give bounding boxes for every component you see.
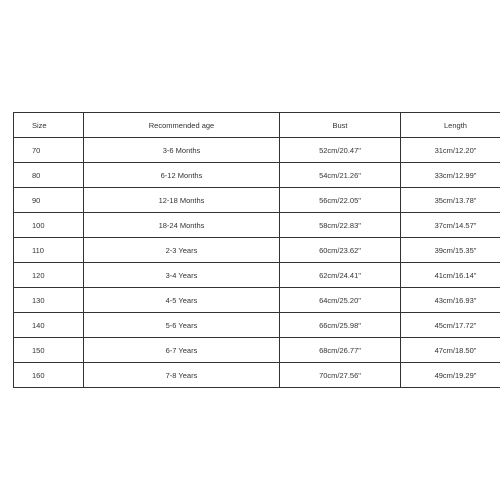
table-row xyxy=(14,238,500,263)
cell-length: 49cm/19.29" xyxy=(401,363,500,388)
cell-length: 41cm/16.14" xyxy=(401,263,500,288)
cell-size: 100 xyxy=(14,213,84,238)
cell-recommended-age: 5-6 Years xyxy=(84,313,280,338)
table-row xyxy=(14,363,500,388)
cell-size: 80 xyxy=(14,163,84,188)
cell-length: 33cm/12.99" xyxy=(401,163,500,188)
table-header-row xyxy=(14,113,500,138)
cell-size: 110 xyxy=(14,238,84,263)
cell-length: 31cm/12.20" xyxy=(401,138,500,163)
header-recommended-age: Recommended age xyxy=(84,113,280,138)
table-row xyxy=(14,138,500,163)
cell-recommended-age: 18-24 Months xyxy=(84,213,280,238)
cell-length: 43cm/16.93" xyxy=(401,288,500,313)
cell-size: 140 xyxy=(14,313,84,338)
size-chart-table xyxy=(13,112,500,388)
table-row xyxy=(14,263,500,288)
cell-recommended-age: 12-18 Months xyxy=(84,188,280,213)
cell-bust: 58cm/22.83" xyxy=(280,213,401,238)
cell-length: 45cm/17.72" xyxy=(401,313,500,338)
cell-recommended-age: 3-4 Years xyxy=(84,263,280,288)
cell-recommended-age: 7-8 Years xyxy=(84,363,280,388)
cell-size: 130 xyxy=(14,288,84,313)
table-row xyxy=(14,288,500,313)
cell-recommended-age: 2-3 Years xyxy=(84,238,280,263)
header-length: Length xyxy=(401,113,500,138)
cell-recommended-age: 4-5 Years xyxy=(84,288,280,313)
cell-recommended-age: 6-7 Years xyxy=(84,338,280,363)
cell-bust: 52cm/20.47" xyxy=(280,138,401,163)
cell-bust: 64cm/25.20" xyxy=(280,288,401,313)
table-row xyxy=(14,213,500,238)
cell-bust: 54cm/21.26" xyxy=(280,163,401,188)
header-bust: Bust xyxy=(280,113,401,138)
cell-size: 90 xyxy=(14,188,84,213)
cell-bust: 56cm/22.05" xyxy=(280,188,401,213)
cell-size: 70 xyxy=(14,138,84,163)
cell-length: 39cm/15.35" xyxy=(401,238,500,263)
cell-recommended-age: 3-6 Months xyxy=(84,138,280,163)
cell-bust: 68cm/26.77" xyxy=(280,338,401,363)
header-size: Size xyxy=(14,113,84,138)
table-body xyxy=(14,138,500,388)
cell-bust: 66cm/25.98" xyxy=(280,313,401,338)
table-row xyxy=(14,338,500,363)
cell-length: 47cm/18.50" xyxy=(401,338,500,363)
table-row xyxy=(14,188,500,213)
cell-bust: 60cm/23.62" xyxy=(280,238,401,263)
table-row xyxy=(14,313,500,338)
cell-bust: 62cm/24.41" xyxy=(280,263,401,288)
cell-length: 35cm/13.78" xyxy=(401,188,500,213)
cell-length: 37cm/14.57" xyxy=(401,213,500,238)
cell-size: 160 xyxy=(14,363,84,388)
cell-size: 150 xyxy=(14,338,84,363)
table-row xyxy=(14,163,500,188)
cell-size: 120 xyxy=(14,263,84,288)
cell-bust: 70cm/27.56" xyxy=(280,363,401,388)
cell-recommended-age: 6-12 Months xyxy=(84,163,280,188)
